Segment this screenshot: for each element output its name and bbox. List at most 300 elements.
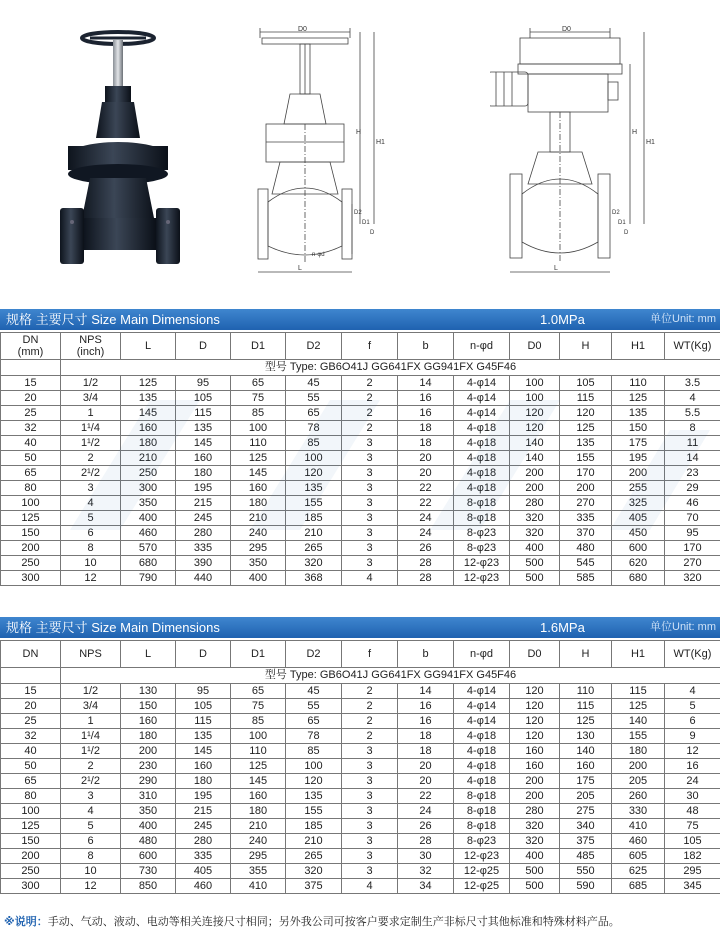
electric-valve-drawing: [490, 24, 670, 279]
table-cell: 3/4: [61, 699, 121, 714]
table-cell: 1/2: [61, 684, 121, 699]
table-cell: 30: [665, 789, 720, 804]
table-cell: 300: [121, 481, 176, 496]
table-cell: 2: [61, 759, 121, 774]
table-cell: 34: [398, 879, 454, 894]
table-cell: 2¹/2: [61, 774, 121, 789]
table-cell: 345: [665, 879, 720, 894]
table-cell: 250: [1, 556, 61, 571]
dim-d2-label: D2: [354, 210, 362, 216]
table-cell: 150: [612, 421, 665, 436]
table-cell: 15: [1, 684, 61, 699]
table-cell: 4-φ18: [454, 759, 510, 774]
table-cell: 320: [665, 571, 720, 586]
table-cell: 265: [286, 541, 342, 556]
table-cell: 200: [510, 774, 560, 789]
table-cell: 100: [286, 759, 342, 774]
table-row: [1, 571, 720, 586]
table-cell: 4-φ14: [454, 699, 510, 714]
column-header: NPS (inch): [61, 333, 121, 360]
table-cell: 370: [560, 526, 612, 541]
dim-d0-label: D0: [298, 26, 307, 33]
table-cell: 280: [510, 496, 560, 511]
table-cell: 12-φ23: [454, 571, 510, 586]
column-header: D1: [231, 641, 286, 668]
table-cell: 320: [510, 526, 560, 541]
table-cell: 125: [560, 714, 612, 729]
table-row: [1, 466, 720, 481]
table-cell: 125: [231, 759, 286, 774]
column-header: DN (mm): [1, 333, 61, 360]
table-cell: 3: [342, 436, 398, 451]
table-cell: 625: [612, 864, 665, 879]
table-row: [1, 789, 720, 804]
dim-h-label: H: [356, 129, 362, 136]
table-cell: 185: [286, 819, 342, 834]
table-cell: 680: [121, 556, 176, 571]
table-cell: 3: [342, 451, 398, 466]
table-cell: 12: [61, 879, 121, 894]
table-cell: 175: [612, 436, 665, 451]
table-cell: 3: [342, 556, 398, 571]
table-cell: 180: [121, 729, 176, 744]
table-cell: 3: [342, 864, 398, 879]
table-cell: 175: [560, 774, 612, 789]
table-cell: 110: [560, 684, 612, 699]
table-cell: 4-φ14: [454, 714, 510, 729]
table-cell: 300: [1, 879, 61, 894]
table-cell: 16: [398, 699, 454, 714]
edim-h-label: H: [632, 129, 638, 136]
table-cell: 85: [286, 436, 342, 451]
column-header: NPS: [61, 641, 121, 668]
column-header: D0: [510, 641, 560, 668]
table-cell: 20: [398, 466, 454, 481]
column-header: L: [121, 641, 176, 668]
table-cell: 3: [342, 511, 398, 526]
table-cell: 180: [121, 436, 176, 451]
table-cell: 2: [342, 684, 398, 699]
table1-dimensions: [0, 332, 720, 586]
table-cell: 3: [342, 774, 398, 789]
edim-d-label: D: [624, 230, 629, 236]
table-cell: 78: [286, 421, 342, 436]
table-cell: 18: [398, 729, 454, 744]
table-cell: 50: [1, 451, 61, 466]
table-row: [1, 496, 720, 511]
table-cell: 230: [121, 759, 176, 774]
table-cell: 22: [398, 481, 454, 496]
table-cell: 240: [231, 834, 286, 849]
column-header: D2: [286, 333, 342, 360]
table-cell: 170: [665, 541, 720, 556]
table-row: [1, 714, 720, 729]
table-cell: 18: [398, 744, 454, 759]
table-cell: 600: [121, 849, 176, 864]
table-cell: 255: [612, 481, 665, 496]
table-cell: 320: [510, 819, 560, 834]
table-cell: 4-φ18: [454, 466, 510, 481]
table-cell: 4-φ14: [454, 376, 510, 391]
table-cell: 20: [1, 699, 61, 714]
table-cell: 24: [398, 511, 454, 526]
table-cell: 600: [612, 541, 665, 556]
table-cell: 4-φ18: [454, 729, 510, 744]
column-header: b: [398, 641, 454, 668]
table-cell: 500: [510, 571, 560, 586]
table-cell: 32: [398, 864, 454, 879]
table-cell: 24: [398, 804, 454, 819]
table-cell: 3: [342, 789, 398, 804]
table-cell: 210: [286, 834, 342, 849]
table-cell: 180: [231, 804, 286, 819]
table-cell: 105: [176, 391, 231, 406]
table-cell: 105: [176, 699, 231, 714]
table-cell: 200: [560, 481, 612, 496]
table-cell: 115: [560, 699, 612, 714]
table-cell: 28: [398, 834, 454, 849]
table-cell: 78: [286, 729, 342, 744]
edim-d1-label: D1: [618, 220, 626, 226]
table-cell: 480: [560, 541, 612, 556]
table-cell: 25: [1, 714, 61, 729]
table-cell: 260: [612, 789, 665, 804]
table-row: [1, 879, 720, 894]
table-cell: 20: [1, 391, 61, 406]
table1-type-row: 型号 Type: GB6O41J GG641FX GG941FX G45F46: [61, 360, 720, 376]
table-cell: 12-φ23: [454, 556, 510, 571]
table-cell: 368: [286, 571, 342, 586]
table-cell: 65: [231, 684, 286, 699]
table-cell: 4-φ14: [454, 406, 510, 421]
table-cell: 3: [61, 789, 121, 804]
table-cell: 155: [612, 729, 665, 744]
table-cell: 65: [1, 774, 61, 789]
table-cell: 46: [665, 496, 720, 511]
table-cell: 30: [398, 849, 454, 864]
table-cell: 160: [510, 759, 560, 774]
table-cell: 3: [342, 526, 398, 541]
table-cell: 130: [121, 684, 176, 699]
table-cell: 460: [612, 834, 665, 849]
table-cell: 115: [176, 714, 231, 729]
table-cell: 250: [1, 864, 61, 879]
table-cell: 450: [612, 526, 665, 541]
table-cell: 6: [665, 714, 720, 729]
table-cell: 210: [231, 511, 286, 526]
table-cell: 26: [398, 819, 454, 834]
table-cell: 335: [176, 541, 231, 556]
table-cell: 8-φ18: [454, 496, 510, 511]
table-cell: 80: [1, 481, 61, 496]
table-cell: 12-φ25: [454, 864, 510, 879]
table-cell: 110: [612, 376, 665, 391]
footnote-mark: ※说明：: [4, 916, 48, 928]
table-cell: 28: [398, 556, 454, 571]
table-cell: 215: [176, 804, 231, 819]
drawings-area: [0, 0, 720, 305]
table-cell: 685: [612, 879, 665, 894]
table2-dimensions: [0, 640, 720, 894]
table-cell: 45: [286, 376, 342, 391]
table-cell: 210: [121, 451, 176, 466]
table-cell: 275: [560, 804, 612, 819]
table-cell: 120: [510, 421, 560, 436]
table-cell: 410: [612, 819, 665, 834]
table-row: [1, 699, 720, 714]
table-cell: 295: [231, 849, 286, 864]
table-cell: 145: [176, 744, 231, 759]
table-cell: 390: [176, 556, 231, 571]
table-cell: 300: [1, 571, 61, 586]
table-cell: 22: [398, 496, 454, 511]
edim-l-label: L: [554, 265, 558, 272]
table-cell: 182: [665, 849, 720, 864]
table-cell: 40: [1, 744, 61, 759]
table-cell: 135: [286, 789, 342, 804]
table-cell: 160: [510, 744, 560, 759]
table-cell: 120: [510, 699, 560, 714]
table-cell: 115: [560, 391, 612, 406]
table-cell: 8: [61, 849, 121, 864]
dim-nd-label: n-φd: [312, 252, 325, 258]
table-cell: 100: [286, 451, 342, 466]
column-header: L: [121, 333, 176, 360]
table-cell: 200: [612, 466, 665, 481]
table-cell: 4-φ14: [454, 391, 510, 406]
table-cell: 160: [121, 421, 176, 436]
table-cell: 205: [560, 789, 612, 804]
table-cell: 335: [560, 511, 612, 526]
table-cell: 8-φ18: [454, 789, 510, 804]
edim-d2-label: D2: [612, 210, 620, 216]
table-cell: 240: [231, 526, 286, 541]
table-cell: 135: [176, 729, 231, 744]
table-cell: 45: [286, 684, 342, 699]
table-cell: 1¹/4: [61, 421, 121, 436]
table-cell: 135: [612, 406, 665, 421]
table-cell: 85: [231, 714, 286, 729]
table-cell: 150: [121, 699, 176, 714]
table-cell: 160: [176, 759, 231, 774]
table-cell: 295: [665, 864, 720, 879]
table-cell: 480: [121, 834, 176, 849]
table-cell: 115: [612, 684, 665, 699]
table-cell: 405: [176, 864, 231, 879]
table-cell: 11: [665, 436, 720, 451]
table-cell: 1: [61, 406, 121, 421]
table-cell: 375: [286, 879, 342, 894]
table-cell: 210: [286, 526, 342, 541]
table-cell: 680: [612, 571, 665, 586]
table-cell: 245: [176, 819, 231, 834]
table-cell: 16: [398, 391, 454, 406]
table-cell: 605: [612, 849, 665, 864]
table-cell: 400: [510, 541, 560, 556]
table2-section-header: [0, 617, 720, 638]
table-cell: 460: [176, 879, 231, 894]
table-cell: 25: [1, 406, 61, 421]
table-row: [1, 759, 720, 774]
table-cell: 110: [231, 436, 286, 451]
table-row: [1, 744, 720, 759]
table-cell: 405: [612, 511, 665, 526]
table-cell: 195: [612, 451, 665, 466]
table-cell: 4: [665, 684, 720, 699]
table-cell: 16: [398, 406, 454, 421]
table-cell: 20: [398, 774, 454, 789]
table2-type-row: 型号 Type: GB6O41J GG641FX GG941FX G45F46: [61, 668, 720, 684]
table-cell: 65: [286, 714, 342, 729]
table-cell: 100: [231, 421, 286, 436]
table-cell: 20: [398, 759, 454, 774]
table-cell: 270: [560, 496, 612, 511]
table-cell: 65: [231, 376, 286, 391]
table-cell: 50: [1, 759, 61, 774]
table-cell: 1¹/2: [61, 436, 121, 451]
table-cell: 22: [398, 789, 454, 804]
table-row: [1, 451, 720, 466]
table-cell: 320: [510, 834, 560, 849]
table-cell: 140: [510, 436, 560, 451]
table-cell: 200: [612, 759, 665, 774]
column-header: DN: [1, 641, 61, 668]
table-cell: 100: [1, 804, 61, 819]
table-cell: 40: [1, 436, 61, 451]
table-cell: 4: [342, 879, 398, 894]
table-cell: 270: [665, 556, 720, 571]
table-cell: 3: [342, 466, 398, 481]
column-header: n-φd: [454, 641, 510, 668]
table-cell: 80: [1, 789, 61, 804]
table-cell: 180: [612, 744, 665, 759]
table-cell: 125: [231, 451, 286, 466]
table-cell: 4-φ18: [454, 744, 510, 759]
table-cell: 290: [121, 774, 176, 789]
table-cell: 95: [176, 684, 231, 699]
table-cell: 545: [560, 556, 612, 571]
table-row: [1, 406, 720, 421]
table-row: [1, 729, 720, 744]
table-row: [1, 864, 720, 879]
table-row: [1, 834, 720, 849]
table1-title: 规格 主要尺寸 Size Main Dimensions: [6, 312, 220, 327]
table-cell: 500: [510, 864, 560, 879]
table-row: [1, 774, 720, 789]
footnote-text: 手动、气动、液动、电动等相关连接尺寸相同；另外我公司可按客户要求定制生产非标尺寸其他标准和特殊材料产品。: [47, 916, 620, 928]
table-cell: 200: [121, 744, 176, 759]
table-cell: 14: [398, 376, 454, 391]
column-header: D0: [510, 333, 560, 360]
table-cell: 140: [560, 744, 612, 759]
table-cell: 145: [231, 774, 286, 789]
table-cell: 4-φ18: [454, 421, 510, 436]
table-cell: 3: [61, 481, 121, 496]
table-row: [1, 511, 720, 526]
table-cell: 10: [61, 864, 121, 879]
table-cell: 400: [121, 511, 176, 526]
table-cell: 4: [61, 804, 121, 819]
table-cell: 125: [560, 421, 612, 436]
table-cell: 135: [560, 436, 612, 451]
table-cell: 18: [398, 436, 454, 451]
table-cell: 3.5: [665, 376, 720, 391]
table-cell: 125: [612, 699, 665, 714]
table-cell: 180: [176, 774, 231, 789]
table-cell: 3: [342, 496, 398, 511]
table-cell: 185: [286, 511, 342, 526]
table-cell: 195: [176, 789, 231, 804]
table-cell: 8: [665, 421, 720, 436]
edim-d0-label: D0: [562, 26, 571, 33]
table-row: [1, 684, 720, 699]
table-cell: 340: [560, 819, 612, 834]
table-cell: 20: [398, 451, 454, 466]
table-cell: 325: [612, 496, 665, 511]
table-cell: 3/4: [61, 391, 121, 406]
table-cell: 5: [61, 511, 121, 526]
table-cell: 3: [342, 744, 398, 759]
table-cell: 12-φ23: [454, 849, 510, 864]
table-cell: 375: [560, 834, 612, 849]
table-cell: 3: [342, 481, 398, 496]
table-cell: 320: [286, 556, 342, 571]
table-cell: 32: [1, 729, 61, 744]
table-cell: 2: [342, 699, 398, 714]
table-cell: 145: [176, 436, 231, 451]
table-cell: 8: [61, 541, 121, 556]
table-cell: 100: [510, 376, 560, 391]
table-cell: 105: [560, 376, 612, 391]
table-row: [1, 819, 720, 834]
column-header: D: [176, 641, 231, 668]
table-cell: 150: [1, 526, 61, 541]
table-cell: 245: [176, 511, 231, 526]
table-cell: 2: [342, 376, 398, 391]
table-cell: 70: [665, 511, 720, 526]
column-header: H1: [612, 641, 665, 668]
column-header: f: [342, 333, 398, 360]
table-row: [1, 391, 720, 406]
table1-unit: 单位Unit: mm: [650, 313, 716, 325]
table1-pressure: 1.0MPa: [540, 312, 585, 327]
table-cell: 135: [121, 391, 176, 406]
table-cell: 95: [665, 526, 720, 541]
table-cell: 48: [665, 804, 720, 819]
table-cell: 180: [176, 466, 231, 481]
table-cell: 790: [121, 571, 176, 586]
table-cell: 160: [121, 714, 176, 729]
table-cell: 100: [231, 729, 286, 744]
table-cell: 145: [121, 406, 176, 421]
table-cell: 150: [1, 834, 61, 849]
table-cell: 4: [342, 571, 398, 586]
table-cell: 550: [560, 864, 612, 879]
table-cell: 6: [61, 526, 121, 541]
table-cell: 155: [286, 496, 342, 511]
table-cell: 730: [121, 864, 176, 879]
table-cell: 65: [286, 406, 342, 421]
table-row: [1, 376, 720, 391]
column-header: D2: [286, 641, 342, 668]
table2-unit: 单位Unit: mm: [650, 621, 716, 633]
table-cell: 850: [121, 879, 176, 894]
table-cell: 3: [342, 834, 398, 849]
valve-photo: [60, 28, 200, 278]
dim-d1-label: D1: [362, 220, 370, 226]
table-cell: 4-φ18: [454, 481, 510, 496]
dim-d-label: D: [370, 230, 375, 236]
